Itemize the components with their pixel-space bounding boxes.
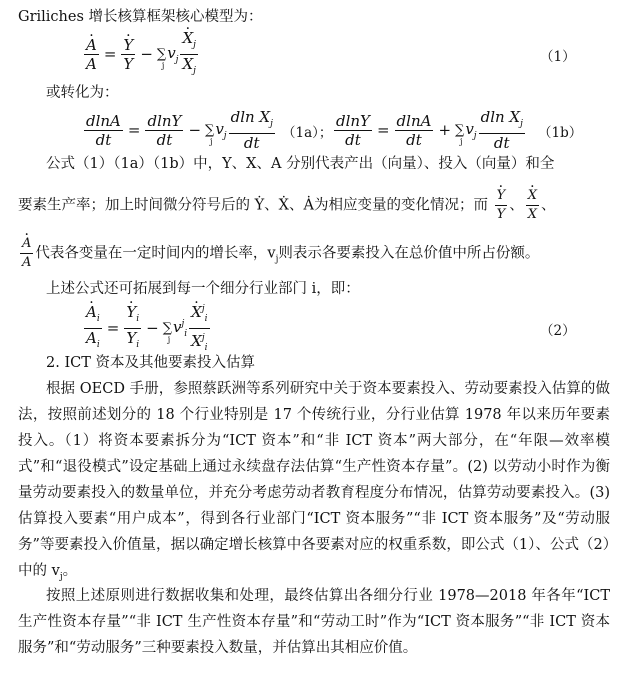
section-title: 2. ICT 资本及其他要素投入估算 (46, 355, 256, 371)
paragraph-1-line-1: 公式（1）（1a）（1b）中，Y、X、A 分别代表产出（向量）、投入（向量）和全 (46, 156, 555, 172)
paragraph-2: 上述公式还可拓展到每一个细分行业部门 i，即： (46, 281, 360, 297)
paragraph-1-line-2: 要素生产率；加上时间微分符号后的 Ẏ、Ẋ、Ȧ为相应变量的变化情况；而 · $\frac{Y}{Y}$ 、 · $\frac{X}{X}$ 、 (18, 188, 610, 223)
paragraph-1-line-3: · $\frac{A}{A}$ 代表各变量在一定时间内的增长率，$v_j$则表示各要素投入在总价值中所占份额。 (18, 236, 610, 272)
or-convert-text: 或转化为： (46, 85, 119, 101)
intro-line: Griliches 增长核算框架核心模型为： (18, 9, 263, 25)
equation-1a-number: （1a）； (282, 125, 333, 141)
equation-1: · $\frac{A}{A}$ = · $\frac{Y}{Y}$ − ∑ j $v_j$ · $\frac{X_j}{X_j}$ （1） (0, 34, 626, 74)
equation-2-number: （2） (540, 323, 576, 339)
paragraph-4: 按照上述原则进行数据收集和处理，最终估算出各细分行业 1978—2018 年各年“ICT 生产性资本存量”“非 ICT 生产性资本存量”和“劳动工时”作为“ICT 资本服务”“非 ICT 资本服务”和“劳动服务”三种要素投入数量，并估算出其相应价值。 (18, 588, 610, 656)
equation-1a-1b: $\frac{dlnA}{dt}$ = $\frac{dlnY}{dt}$ − ∑ j $v_j$ $\frac{dln X_j}{dt}$ （1a）； $\frac{dlnY}{dt}$ = $\frac{dlnA}{dt}$ + ∑ j $v_j$ $\frac{dln X_j}{dt}$ （1b） (86, 108, 583, 152)
paragraph-3: 根据 OECD 手册，参照蔡跃洲等系列研究中关于资本要素投入、劳动要素投入估算的做法，按照前述划分的 18 个行业特别是 17 个传统行业，分行业估算 1978 年以来历年要素投入。（1）将资本要素拆分为“ICT 资本”和“非 ICT 资本”两大部分，在“年限—效率模式”和“退役模式”设定基础上通过永续盘存法估算“生产性资本存量”。(2) 以劳动小时作为衡量劳动要素投入的数量单位，并充分考虑劳动者教育程度分布情况，估算劳动要素投入。(3) 估算投入要素“用户成本”，得到各行业部门“ICT 资本服务”“非 ICT 资本服务”及“劳动服务”等要素投入价值量，据以确定增长核算中各要素对应的权重系数，即公式（1）、公式（2）中的 $v_j$。 (18, 381, 610, 582)
equation-1-number: （1） (540, 49, 576, 65)
equation-2: · $\frac{A_i}{A_i}$ = · $\frac{Y_i}{Y_i}$ − ∑ j $v^j_i$ · $\frac{X^j_i}{X^j_i}$ （2） (0, 308, 626, 348)
equation-1b-number: （1b） (538, 125, 583, 141)
